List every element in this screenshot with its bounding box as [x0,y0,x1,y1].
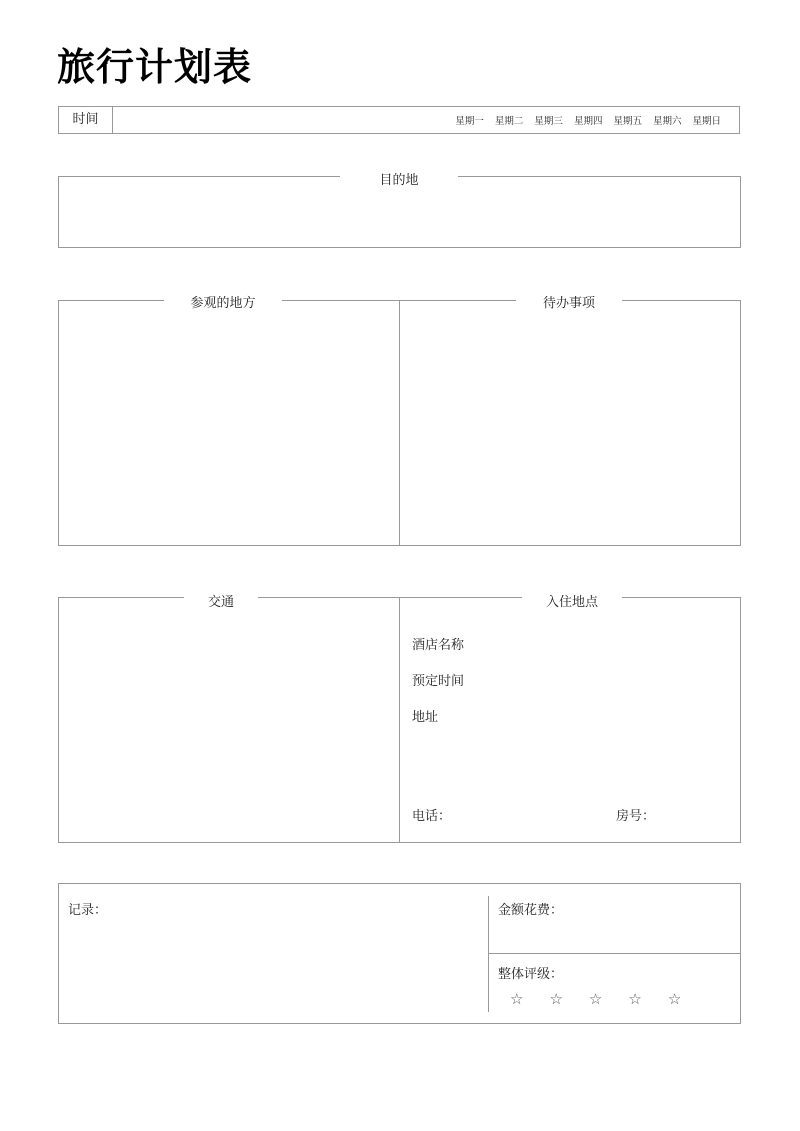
lodging-label: 入住地点 [522,591,622,610]
page-title: 旅行计划表 [57,45,253,89]
transport-box[interactable] [58,597,400,843]
record-field[interactable]: 记录： [68,903,108,918]
room-number-field[interactable]: 房号： [616,809,656,824]
rating-stars [510,990,681,1008]
hotel-name-field[interactable]: 酒店名称 [412,638,465,653]
weekday-checkbox[interactable]: 星期三 [534,116,563,127]
time-label: 时间 [59,107,113,133]
weekday-checkbox[interactable]: 星期一 [455,116,484,127]
star-outline-icon[interactable]: ☆ [667,990,682,1008]
weekday-checkbox[interactable]: 星期四 [573,116,603,127]
transport-label: 交通 [184,591,258,610]
todo-label: 待办事项 [516,292,622,311]
star-outline-icon[interactable]: ☆ [510,990,524,1008]
time-row [58,106,740,134]
weekday-checkbox[interactable]: 星期日 [692,116,721,127]
booking-time-field[interactable]: 预定时间 [412,674,465,689]
rating-label: 整体评级： [498,967,564,982]
places-label: 参观的地方 [164,292,282,311]
cost-divider [488,953,740,954]
notes-divider [488,896,489,1012]
weekday-list [455,107,721,133]
star-outline-icon[interactable]: ☆ [628,990,642,1008]
places-box[interactable] [58,300,400,546]
star-outline-icon[interactable]: ☆ [549,990,563,1008]
address-field[interactable]: 地址 [412,710,439,725]
todo-box[interactable] [399,300,741,546]
weekday-checkbox[interactable]: 星期五 [613,116,642,127]
weekday-checkbox[interactable]: 星期二 [494,116,524,127]
cost-field[interactable]: 金额花费： [498,903,564,918]
weekday-checkbox[interactable]: 星期六 [652,116,682,127]
phone-field[interactable]: 电话： [412,809,452,824]
star-outline-icon[interactable]: ☆ [588,990,603,1008]
destination-label: 目的地 [340,169,458,188]
